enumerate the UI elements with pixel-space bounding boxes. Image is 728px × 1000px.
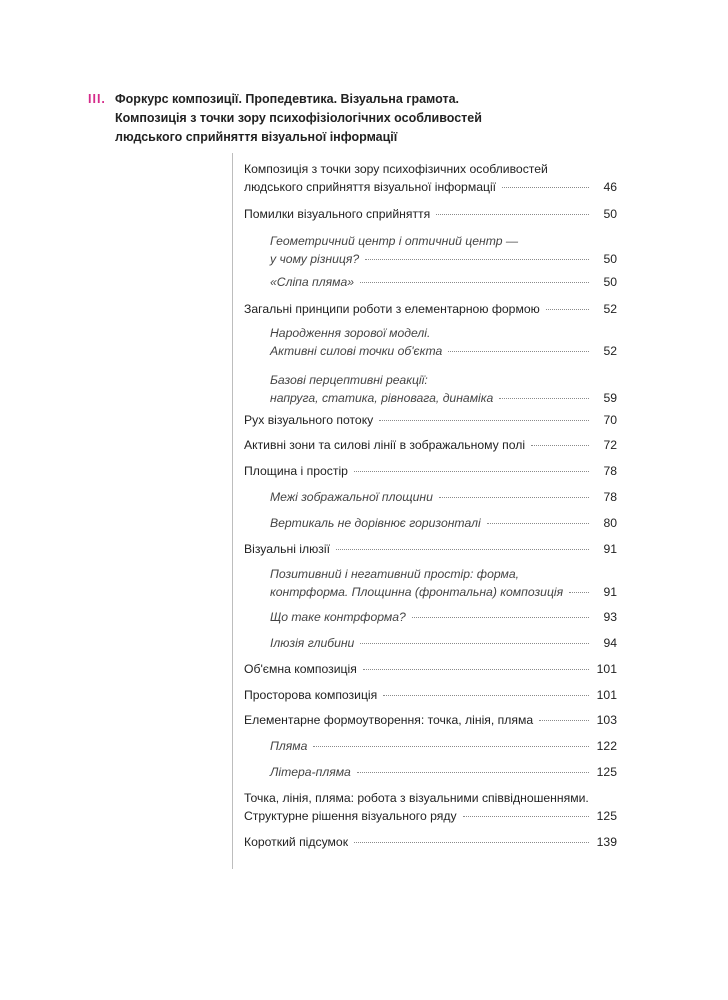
toc-entry-title-line: Літера-пляма (270, 765, 351, 779)
chapter-number: III. (88, 92, 106, 106)
toc-entry-title-line: Активні зони та силові лінії в зображальному полі (244, 438, 526, 452)
toc-subentry[interactable] (270, 488, 617, 506)
page-number: 50 (603, 275, 617, 289)
toc-entry-row (244, 711, 617, 729)
chapter-title-line: Форкурс композиції. Пропедевтика. Візуальна грамота. (115, 92, 460, 106)
toc-entry-title-line: Базові перцептивні реакції: (270, 373, 428, 387)
toc-entry-title-line: Загальні принципи роботи з елементарною формою (244, 302, 540, 316)
toc-entry-title-line: Межі зображальної площини (270, 490, 433, 504)
dot-leader (336, 539, 589, 550)
page-number: 125 (596, 765, 617, 779)
dot-leader (365, 249, 589, 260)
dot-leader (383, 685, 589, 696)
dot-leader (354, 832, 589, 843)
toc-entry[interactable] (244, 462, 617, 480)
dot-leader (499, 388, 589, 399)
chapter-heading (88, 90, 508, 147)
toc-entry[interactable] (244, 833, 617, 851)
page-number: 101 (596, 662, 617, 676)
dot-leader (448, 341, 589, 352)
page-number: 103 (596, 713, 617, 727)
toc-entry-title-line: Пляма (270, 739, 308, 753)
toc-entry-row (270, 583, 617, 601)
toc-subentry[interactable] (270, 324, 617, 360)
toc-subentry[interactable] (270, 514, 617, 532)
toc-entry[interactable] (244, 789, 617, 825)
dot-leader (502, 177, 589, 188)
toc-entry[interactable] (244, 411, 617, 429)
page-number: 50 (603, 207, 617, 221)
toc-entry-title-line: Помилки візуального сприйняття (244, 207, 431, 221)
toc-entry-title-line: напруга, статика, рівновага, динаміка (270, 391, 494, 405)
toc-entry[interactable] (244, 160, 617, 196)
toc-entry[interactable] (244, 540, 617, 558)
toc-entry-row (270, 737, 617, 755)
toc-subentry[interactable] (270, 763, 617, 781)
toc-subentry[interactable] (270, 634, 617, 652)
page-number: 59 (603, 391, 617, 405)
toc-entry[interactable] (244, 686, 617, 704)
chapter-title-line: людського сприйняття візуальної інформації (115, 130, 398, 144)
page-number: 78 (603, 464, 617, 478)
page-number: 80 (603, 516, 617, 530)
toc-entry[interactable] (244, 711, 617, 729)
toc-entry-row (270, 763, 617, 781)
toc-entry-title-line: Ілюзія глибини (270, 636, 355, 650)
page-number: 72 (603, 438, 617, 452)
page-number: 101 (596, 688, 617, 702)
page-number: 78 (603, 490, 617, 504)
toc-entry-title-line: Народження зорової моделі. (270, 326, 431, 340)
dot-leader (463, 806, 589, 817)
page-number: 70 (603, 413, 617, 427)
toc-entry-row (270, 250, 617, 268)
toc-entry-title-line: Короткий підсумок (244, 835, 349, 849)
toc-entry[interactable] (244, 205, 617, 223)
toc-entry-title-line: Композиція з точки зору психофізичних особливостей (244, 162, 548, 176)
toc-entry-row (244, 436, 617, 454)
toc-entry-row (244, 462, 617, 480)
toc-entry[interactable] (244, 660, 617, 678)
dot-leader (313, 736, 589, 747)
toc-entry-row (244, 807, 617, 825)
toc-entry-title-line: Позитивний і негативний простір: форма, (270, 567, 520, 581)
table-of-contents (232, 153, 621, 869)
dot-leader (439, 487, 589, 498)
toc-entry-title-line: Просторова композиція (244, 688, 378, 702)
toc-entry-title-line: контрформа. Площинна (фронтальна) композиція (270, 585, 564, 599)
toc-entry-title-line: Точка, лінія, пляма: робота з візуальними співвідношеннями. (244, 791, 589, 805)
page-number: 91 (603, 542, 617, 556)
toc-subentry[interactable] (270, 608, 617, 626)
page-number: 93 (603, 610, 617, 624)
dot-leader (357, 762, 589, 773)
toc-entry-title-line: Елементарне формоутворення: точка, лінія, пляма (244, 713, 534, 727)
page-number: 52 (603, 302, 617, 316)
toc-entry-row (244, 540, 617, 558)
toc-entry-row (270, 634, 617, 652)
toc-entry-row (270, 389, 617, 407)
toc-entry-row (270, 514, 617, 532)
page-number: 91 (603, 585, 617, 599)
toc-entry-title-line: Візуальні ілюзії (244, 542, 330, 556)
dot-leader (487, 513, 589, 524)
toc-entry-row (244, 300, 617, 318)
toc-subentry[interactable] (270, 232, 617, 268)
toc-entry-row (244, 686, 617, 704)
toc-entry-row (244, 178, 617, 196)
page-number: 46 (603, 180, 617, 194)
dot-leader (546, 299, 589, 310)
toc-entry-title-line: у чому різниця? (270, 252, 360, 266)
toc-entry[interactable] (244, 436, 617, 454)
toc-entry-title-line: Вертикаль не дорівнює горизонталі (270, 516, 481, 530)
page-number: 50 (603, 252, 617, 266)
toc-entry-title-line: Рух візуального потоку (244, 413, 374, 427)
toc-entry[interactable] (244, 300, 617, 318)
dot-leader (539, 710, 589, 721)
page-number: 94 (603, 636, 617, 650)
toc-entry-row (270, 488, 617, 506)
toc-entry-row (270, 273, 617, 291)
dot-leader (363, 659, 589, 670)
dot-leader (531, 435, 589, 446)
dot-leader (379, 410, 589, 421)
toc-subentry[interactable] (270, 273, 617, 291)
page-number: 52 (603, 344, 617, 358)
toc-subentry[interactable] (270, 371, 617, 407)
dot-leader (569, 582, 589, 593)
toc-subentry[interactable] (270, 565, 617, 601)
toc-entry-row (244, 833, 617, 851)
toc-entry-title-line: Що таке контрформа? (270, 610, 406, 624)
toc-entry-row (244, 411, 617, 429)
toc-entry-row (270, 608, 617, 626)
toc-entry-row (244, 660, 617, 678)
chapter-title-line: Композиція з точки зору психофізіологічних особливостей (115, 111, 482, 125)
toc-entry-title-line: «Сліпа пляма» (270, 275, 355, 289)
dot-leader (360, 633, 589, 644)
toc-entry-title-line: людського сприйняття візуальної інформації (244, 180, 497, 194)
dot-leader (412, 607, 589, 618)
dot-leader (436, 204, 589, 215)
page-number: 139 (596, 835, 617, 849)
toc-entry-title-line: Структурне рішення візуального ряду (244, 809, 457, 823)
toc-entry-row (244, 205, 617, 223)
dot-leader (354, 461, 589, 472)
toc-subentry[interactable] (270, 737, 617, 755)
toc-entry-title-line: Площина і простір (244, 464, 348, 478)
page-number: 122 (596, 739, 617, 753)
dot-leader (360, 272, 589, 283)
toc-entry-title-line: Активні силові точки об'єкта (270, 344, 443, 358)
toc-entry-title-line: Об'ємна композиція (244, 662, 357, 676)
toc-entry-title-line: Геометричний центр і оптичний центр — (270, 234, 519, 248)
page-number: 125 (596, 809, 617, 823)
toc-entry-row (270, 342, 617, 360)
